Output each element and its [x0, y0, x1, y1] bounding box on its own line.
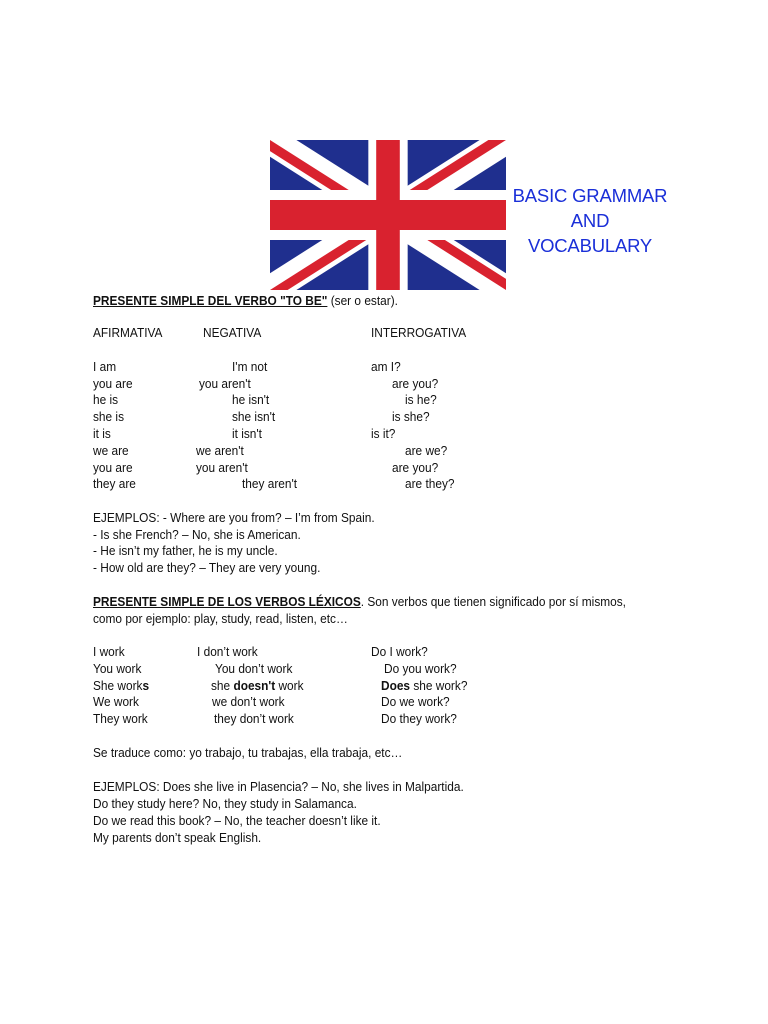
section2-heading-tail: . Son verbos que tienen significado por sí mismos, [360, 594, 626, 609]
lex-int-1-text: Do I work? [371, 644, 428, 659]
union-jack-flag [270, 140, 506, 290]
tobe-neg-6: we aren't [196, 443, 244, 458]
lex-int-2 [384, 661, 457, 677]
lex-aff-4 [93, 694, 139, 710]
title-line-1: BASIC GRAMMAR [512, 185, 668, 206]
lex-aff-3-bold: s [142, 678, 150, 693]
lex-int-5 [381, 711, 457, 727]
lex-aff-5 [93, 711, 148, 727]
tobe-int-4: is she? [392, 409, 430, 424]
lex-int-2-text: Do you work? [384, 661, 457, 676]
tobe-aff-8: they are [93, 476, 136, 491]
title-line-3: VOCABULARY [527, 235, 653, 256]
lex-neg-4-text: we don’t work [212, 694, 285, 709]
lex-int-5-text: Do they work? [381, 711, 457, 726]
lex-aff-2 [93, 661, 141, 677]
lex-neg-1 [197, 644, 258, 660]
tobe-aff-6: we are [93, 443, 129, 458]
tobe-neg-5: it isn't [232, 426, 262, 441]
lex-int-3-text: she work? [410, 678, 468, 693]
tobe-aff-3: he is [93, 392, 119, 407]
lex-neg-2 [215, 661, 292, 677]
tobe-example-1: EJEMPLOS: - Where are you from? – I’m from Spain. [93, 510, 375, 525]
tobe-aff-1: I am [93, 359, 117, 374]
lex-neg-5-text: they don’t work [214, 711, 294, 726]
lex-int-1 [371, 644, 428, 660]
tobe-int-6: are we? [405, 443, 448, 458]
lex-neg-3 [211, 678, 304, 694]
tobe-aff-4: she is [93, 409, 125, 424]
tobe-neg-4: she isn't [232, 409, 276, 424]
translation-line: Se traduce como: yo trabajo, tu trabajas, ella trabaja, etc… [93, 745, 403, 760]
tobe-int-7: are you? [392, 460, 439, 475]
lex-aff-3-text: She work [93, 678, 143, 693]
section2-heading-line2: como por ejemplo: play, study, read, listen, etc… [93, 611, 348, 626]
tobe-int-2: are you? [392, 376, 439, 391]
lex-neg-3-bold: doesn't [233, 678, 276, 693]
lex-int-3 [381, 678, 467, 694]
lex-neg-5 [214, 711, 294, 727]
lex-neg-2-text: You don’t work [215, 661, 293, 676]
tobe-aff-7: you are [93, 460, 133, 475]
section2-heading: PRESENTE SIMPLE DE LOS VERBOS LÉXICOS [93, 594, 361, 609]
tobe-example-4: - How old are they? – They are very young. [93, 560, 321, 575]
lex-neg-1-text: I don’t work [197, 644, 258, 659]
tobe-neg-8: they aren't [242, 476, 298, 491]
tobe-int-8: are they? [405, 476, 455, 491]
tobe-int-5: is it? [371, 426, 396, 441]
lex-example-3: Do we read this book? – No, the teacher doesn’t like it. [93, 813, 381, 828]
tobe-example-3: - He isn’t my father, he is my uncle. [93, 543, 278, 558]
header-interrogativa: INTERROGATIVA [371, 325, 467, 340]
lex-int-3-bold: Does [381, 678, 411, 693]
tobe-int-1: am I? [371, 359, 401, 374]
tobe-neg-7: you aren't [196, 460, 248, 475]
lex-aff-1 [93, 644, 125, 660]
section1-heading-note: (ser o estar). [327, 293, 398, 308]
lex-aff-2-text: You work [93, 661, 142, 676]
lex-aff-5-text: They work [93, 711, 148, 726]
tobe-int-3: is he? [405, 392, 437, 407]
document-title [506, 183, 674, 258]
tobe-neg-2: you aren't [199, 376, 251, 391]
lex-aff-1-text: I work [93, 644, 125, 659]
lex-int-4 [381, 694, 450, 710]
title-line-2: AND [570, 210, 610, 231]
tobe-neg-3: he isn't [232, 392, 270, 407]
lex-neg-3-text: she [211, 678, 234, 693]
lex-neg-4 [212, 694, 285, 710]
tobe-neg-1: I'm not [232, 359, 268, 374]
lex-example-4: My parents don’t speak English. [93, 830, 262, 845]
lex-aff-4-text: We work [93, 694, 139, 709]
tobe-example-2: - Is she French? – No, she is American. [93, 527, 301, 542]
lex-int-4-text: Do we work? [381, 694, 450, 709]
tobe-aff-2: you are [93, 376, 133, 391]
lex-aff-3 [93, 678, 149, 694]
lex-example-2: Do they study here? No, they study in Salamanca. [93, 796, 357, 811]
lex-example-1: EJEMPLOS: Does she live in Plasencia? – No, she lives in Malpartida. [93, 779, 464, 794]
section2-heading-line [93, 594, 626, 610]
header-afirmativa: AFIRMATIVA [93, 325, 163, 340]
section1-heading: PRESENTE SIMPLE DEL VERBO "TO BE" [93, 293, 328, 308]
header-negativa: NEGATIVA [203, 325, 262, 340]
tobe-aff-5: it is [93, 426, 111, 441]
section1-heading-line [93, 293, 398, 309]
lex-neg-3-post: work [275, 678, 304, 693]
